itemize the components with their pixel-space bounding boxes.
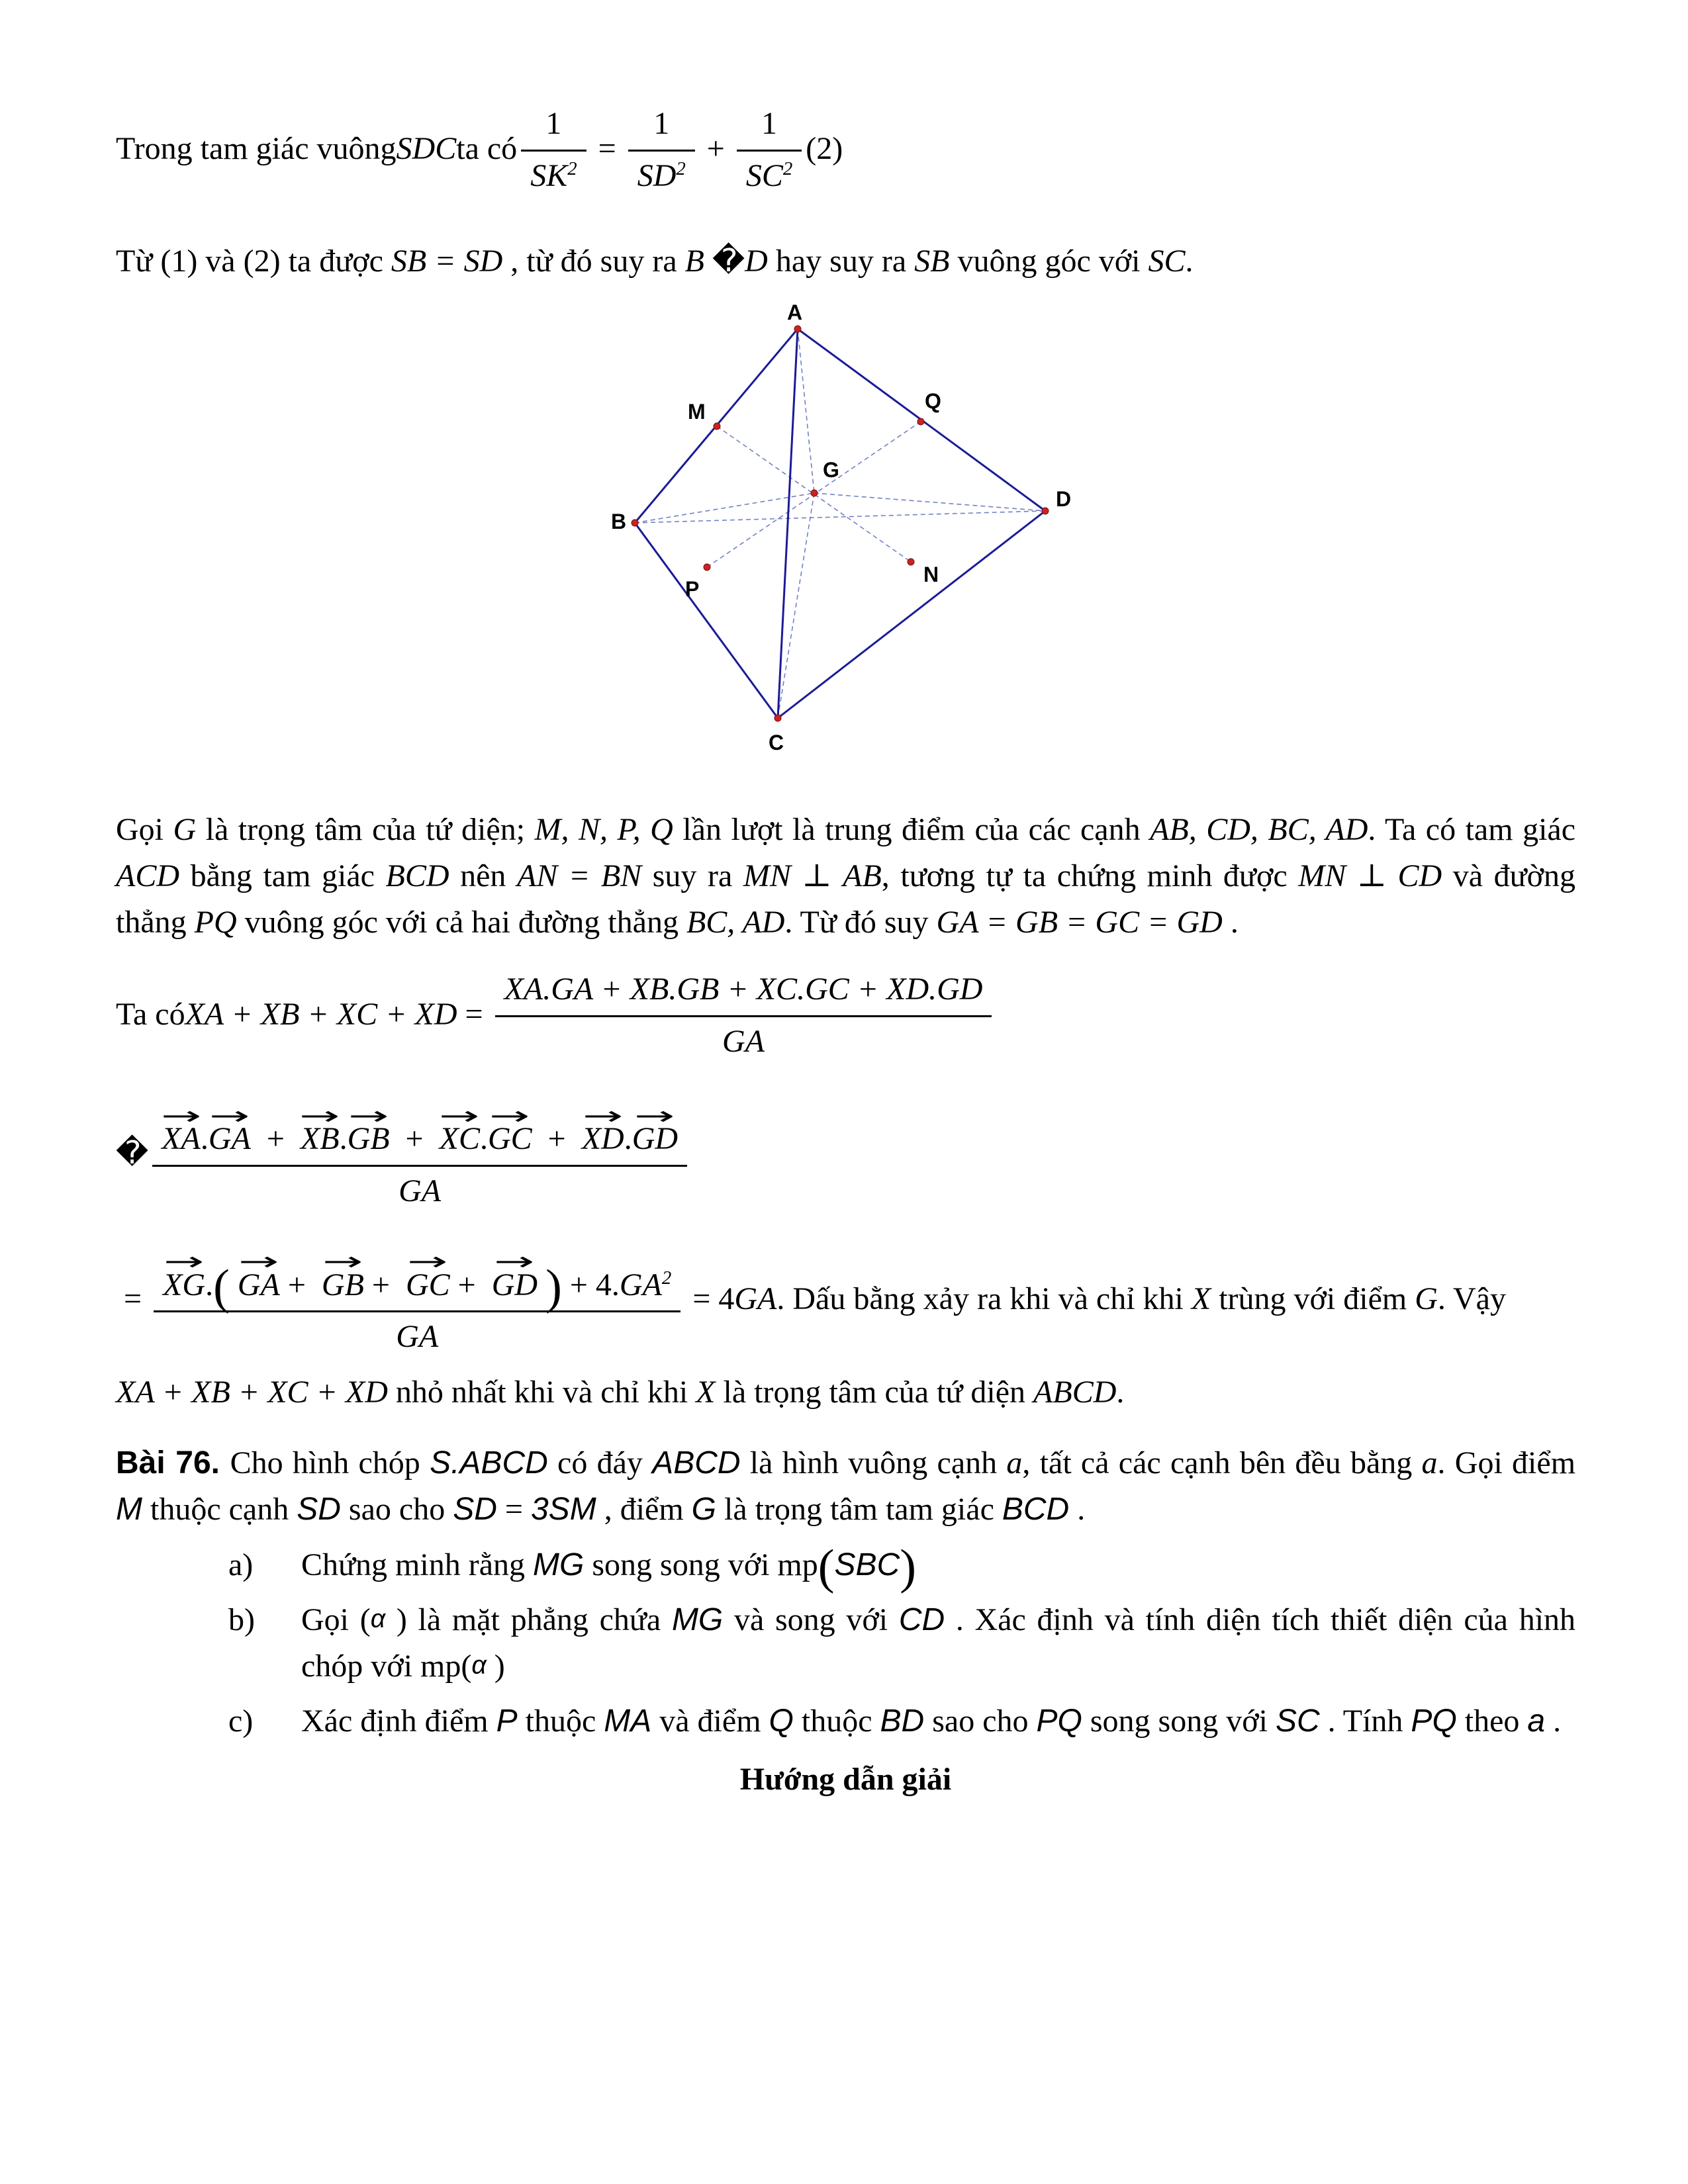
tetrahedron-svg (611, 301, 1081, 764)
fraction-sd: $\frac{1}{SD^2}$ (628, 99, 695, 199)
formula-sum-distances (116, 965, 1575, 1064)
list-body: Gọi (α ) là mặt phẳng chứa MG và song với CD . Xác định và tính diện tích thiết diện của hình chóp với mp(α ) (301, 1602, 1576, 1684)
point-p (704, 564, 710, 570)
vertex-label-m: M (687, 399, 706, 424)
para-right-triangle-formula (116, 99, 1575, 199)
heading-solution-guide: Hướng dẫn giải (739, 1761, 952, 1797)
text-run: Ta có (116, 997, 185, 1032)
left-paren: ( (213, 1259, 230, 1314)
equals-sign: = (124, 1281, 142, 1316)
point-d (1042, 508, 1049, 514)
point-b (632, 520, 638, 526)
list-body: Chứng minh rằng MG song song với mp(SBC) (301, 1539, 917, 1594)
equals-sign: = (465, 997, 483, 1032)
para-minimum-conclusion: XA + XB + XC + XD nhỏ nhất khi và chỉ khi X là trọng tâm của tứ diện ABCD. (116, 1374, 1125, 1410)
equals-sign: = (598, 131, 616, 167)
para-centroid-g: Gọi G là trọng tâm của tứ diện; M, N, P, Q lần lượt là trung điểm của các cạnh AB, CD, BC, AD. Ta có tam giác ACD bằng tam giác BCD nên AN = BN suy ra MN ⊥ AB, tương tự ta chứng minh được MN ⊥ CD và đường thẳng PQ vuông góc với cả hai đường thẳng BC, AD. Từ đó suy GA = GB = GC = GD . (116, 812, 1576, 940)
fraction-sk: $\frac{1}{SK^2}$ (521, 99, 586, 199)
vertex-label-a: A (786, 300, 802, 324)
formula-equality-4ga: = XG →.( GA → + GB → + GC → + GD → ) + $4.GA^2$ GA = 4 GA . Dấu bằng xảy ra khi và chỉ khi X trùng với điểm G. Vậy (116, 1238, 1575, 1360)
lhs-sum: XA + XB + XC + XD (185, 997, 457, 1032)
list-item-c (116, 1698, 1575, 1745)
replacement-char: � (116, 1134, 149, 1171)
fraction-sc: $\frac{1}{SC^2}$ (737, 99, 802, 199)
dashed-line-gd (814, 493, 1045, 511)
var-sdc: SDC (396, 131, 457, 167)
point-n (908, 559, 914, 565)
fraction-xg-expansion: XG →.( GA → + GB → + GC → + GD → ) + $4.GA^2$ GA (154, 1238, 680, 1360)
plus-sign: + (706, 131, 725, 167)
point-g (811, 490, 818, 496)
formula-vector-inequality (116, 1092, 1575, 1214)
list-item-a (116, 1539, 1575, 1594)
equation-number: (2) (806, 131, 843, 167)
text-run: . Dấu bằng xảy ra khi và chỉ khi X trùng với điểm G. Vậy (776, 1281, 1506, 1316)
equals-sign: = (692, 1281, 711, 1316)
text-run: Trong tam giác vuông (116, 131, 397, 167)
list-marker: c) (228, 1704, 254, 1739)
vertex-label-d: D (1055, 486, 1071, 511)
vertex-label-g: G (822, 457, 839, 482)
list-marker: b) (228, 1602, 255, 1638)
list-body: Xác định điểm P thuộc MA và điểm Q thuộc BD sao cho PQ song song với SC . Tính PQ theo a . (301, 1704, 1562, 1739)
problem-76-parts (116, 1539, 1576, 1745)
dashed-line-ag (798, 329, 814, 493)
point-q (917, 418, 924, 425)
list-item-b (116, 1597, 1575, 1689)
vertex-label-n: N (923, 562, 939, 586)
vertex-label-c: C (768, 730, 784, 754)
text-run: ta có (456, 131, 518, 167)
point-m (714, 423, 720, 430)
point-c (774, 715, 781, 721)
tetrahedron-figure (611, 301, 1081, 778)
vertex-label-q: Q (924, 388, 941, 413)
right-paren: ) (545, 1259, 562, 1314)
dashed-line-bd (635, 511, 1045, 523)
edge-bc (635, 523, 778, 718)
para-problem-76: Bài 76. Cho hình chóp S.ABCD có đáy ABCD là hình vuông cạnh a, tất cả các cạnh bên đều bằng a. Gọi điểm M thuộc cạnh SD sao cho SD = 3SM , điểm G là trọng tâm tam giác BCD . (116, 1445, 1576, 1527)
edge-cd (778, 511, 1045, 718)
vertex-label-p: P (684, 576, 699, 601)
vertex-label-b: B (610, 509, 626, 533)
point-a (794, 326, 801, 332)
fraction-weighted-sum: $\frac{XA.GA + XB.GB + XC.GC + XD.GD}{GA}$ (495, 965, 992, 1064)
para-sb-sd-conclusion: Từ (1) và (2) ta được SB = SD , từ đó suy ra B �D hay suy ra SB vuông góc với SC. (116, 242, 1194, 280)
list-marker: a) (228, 1547, 254, 1582)
fraction-vector-sum: XA →.GA → + XB →.GB → + XC →.GC → + XD →.GD → GA (152, 1092, 687, 1214)
